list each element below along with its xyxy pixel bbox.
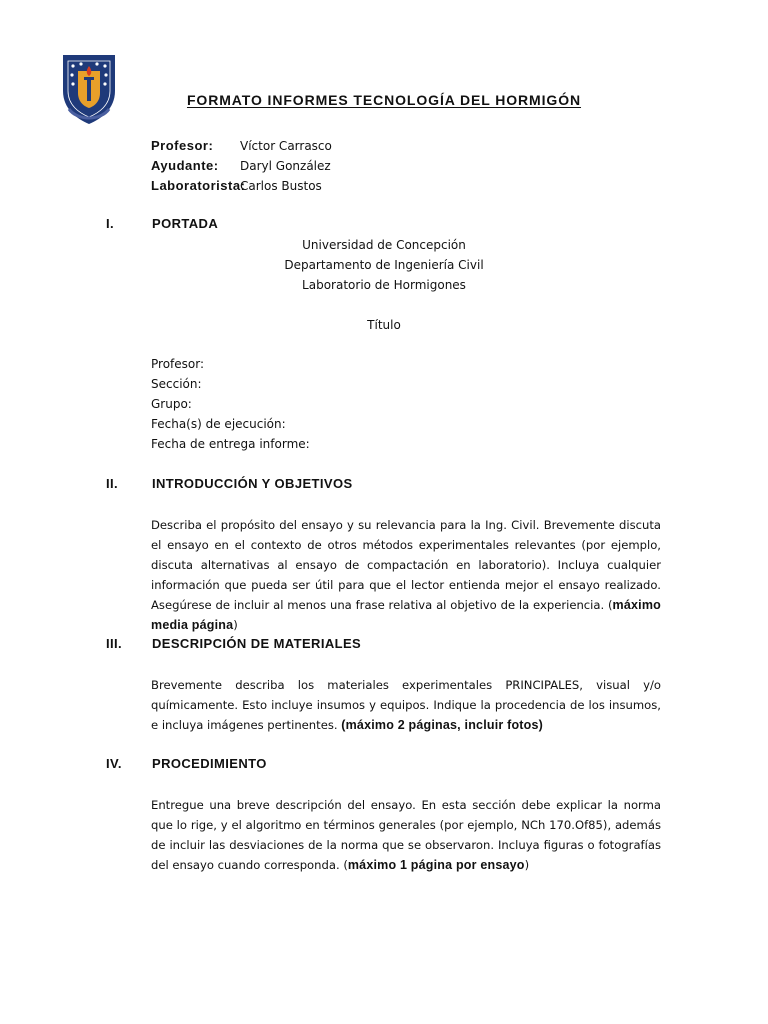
length-note: máximo 1 página por ensayo bbox=[347, 858, 525, 872]
intro-paragraph bbox=[151, 515, 661, 635]
portada-field-grupo: Grupo: bbox=[151, 397, 192, 411]
document-title: FORMATO INFORMES TECNOLOGÍA DEL HORMIGÓN bbox=[186, 92, 582, 108]
paragraph-text: Describa el propósito del ensayo y su relevancia para la Ing. Civil. Brevemente discuta el ensayo en el contexto de otros métodos experimentales relevantes (por ejemplo, discuta alternativas al ensayo de compactación en laboratorio). Incluya cualquier información que pueda ser útil para que el lector entienda mejor el ensayo realizado. Asegúrese de incluir al menos una frase relativa al objetivo de la experiencia. ( bbox=[151, 518, 661, 612]
section-title: DESCRIPCIÓN DE MATERIALES bbox=[152, 636, 362, 651]
staff-role: Laboratorista: bbox=[151, 178, 246, 193]
staff-row-profesor bbox=[151, 136, 332, 156]
section-title: INTRODUCCIÓN Y OBJETIVOS bbox=[152, 476, 353, 491]
portada-institution bbox=[0, 235, 768, 295]
staff-role: Ayudante: bbox=[151, 158, 219, 173]
section-number: IV. bbox=[106, 756, 122, 771]
paragraph-tail: ) bbox=[233, 618, 238, 632]
portada-fields bbox=[151, 354, 310, 454]
section-number: I. bbox=[106, 216, 115, 231]
university-shield-logo bbox=[59, 51, 119, 127]
portada-field-seccion: Sección: bbox=[151, 377, 202, 391]
staff-role: Profesor: bbox=[151, 138, 214, 153]
staff-name: Víctor Carrasco bbox=[240, 139, 332, 153]
portada-field-fecha-ejecucion: Fecha(s) de ejecución: bbox=[151, 417, 286, 431]
paragraph-text: Entregue una breve descripción del ensayo. En esta sección debe explicar la norma que lo rige, y el algoritmo en términos generales (por ejemplo, NCh 170.Of85), además de incluir las desviaciones de la norma que se observaron. Incluya figuras o fotografías del ensayo cuando corresponda. ( bbox=[151, 798, 661, 872]
procedimiento-paragraph bbox=[151, 795, 661, 875]
length-note: máximo media página bbox=[151, 598, 661, 632]
portada-department: Departamento de Ingeniería Civil bbox=[284, 258, 484, 272]
length-note: (máximo 2 páginas, incluir fotos) bbox=[341, 718, 544, 732]
portada-university: Universidad de Concepción bbox=[302, 238, 466, 252]
section-number: II. bbox=[106, 476, 119, 491]
paragraph-tail: ) bbox=[524, 858, 530, 872]
section-number: III. bbox=[106, 636, 123, 651]
staff-name: Carlos Bustos bbox=[240, 179, 322, 193]
portada-field-fecha-entrega: Fecha de entrega informe: bbox=[151, 437, 310, 451]
materiales-paragraph bbox=[151, 675, 661, 735]
paragraph-text: Brevemente describa los materiales experimentales PRINCIPALES, visual y/o químicamente. Esto incluye insumos y equipos. Indique la procedencia de los insumos, e incluya imágenes pertinentes. bbox=[151, 678, 661, 732]
portada-title: Título bbox=[367, 318, 401, 332]
staff-list bbox=[151, 136, 332, 196]
staff-row-laboratorista bbox=[151, 176, 332, 196]
section-title: PROCEDIMIENTO bbox=[152, 756, 267, 771]
staff-name: Daryl González bbox=[240, 159, 331, 173]
portada-laboratory: Laboratorio de Hormigones bbox=[302, 278, 466, 292]
section-title: PORTADA bbox=[152, 216, 219, 231]
portada-field-profesor: Profesor: bbox=[151, 357, 205, 371]
staff-row-ayudante bbox=[151, 156, 332, 176]
